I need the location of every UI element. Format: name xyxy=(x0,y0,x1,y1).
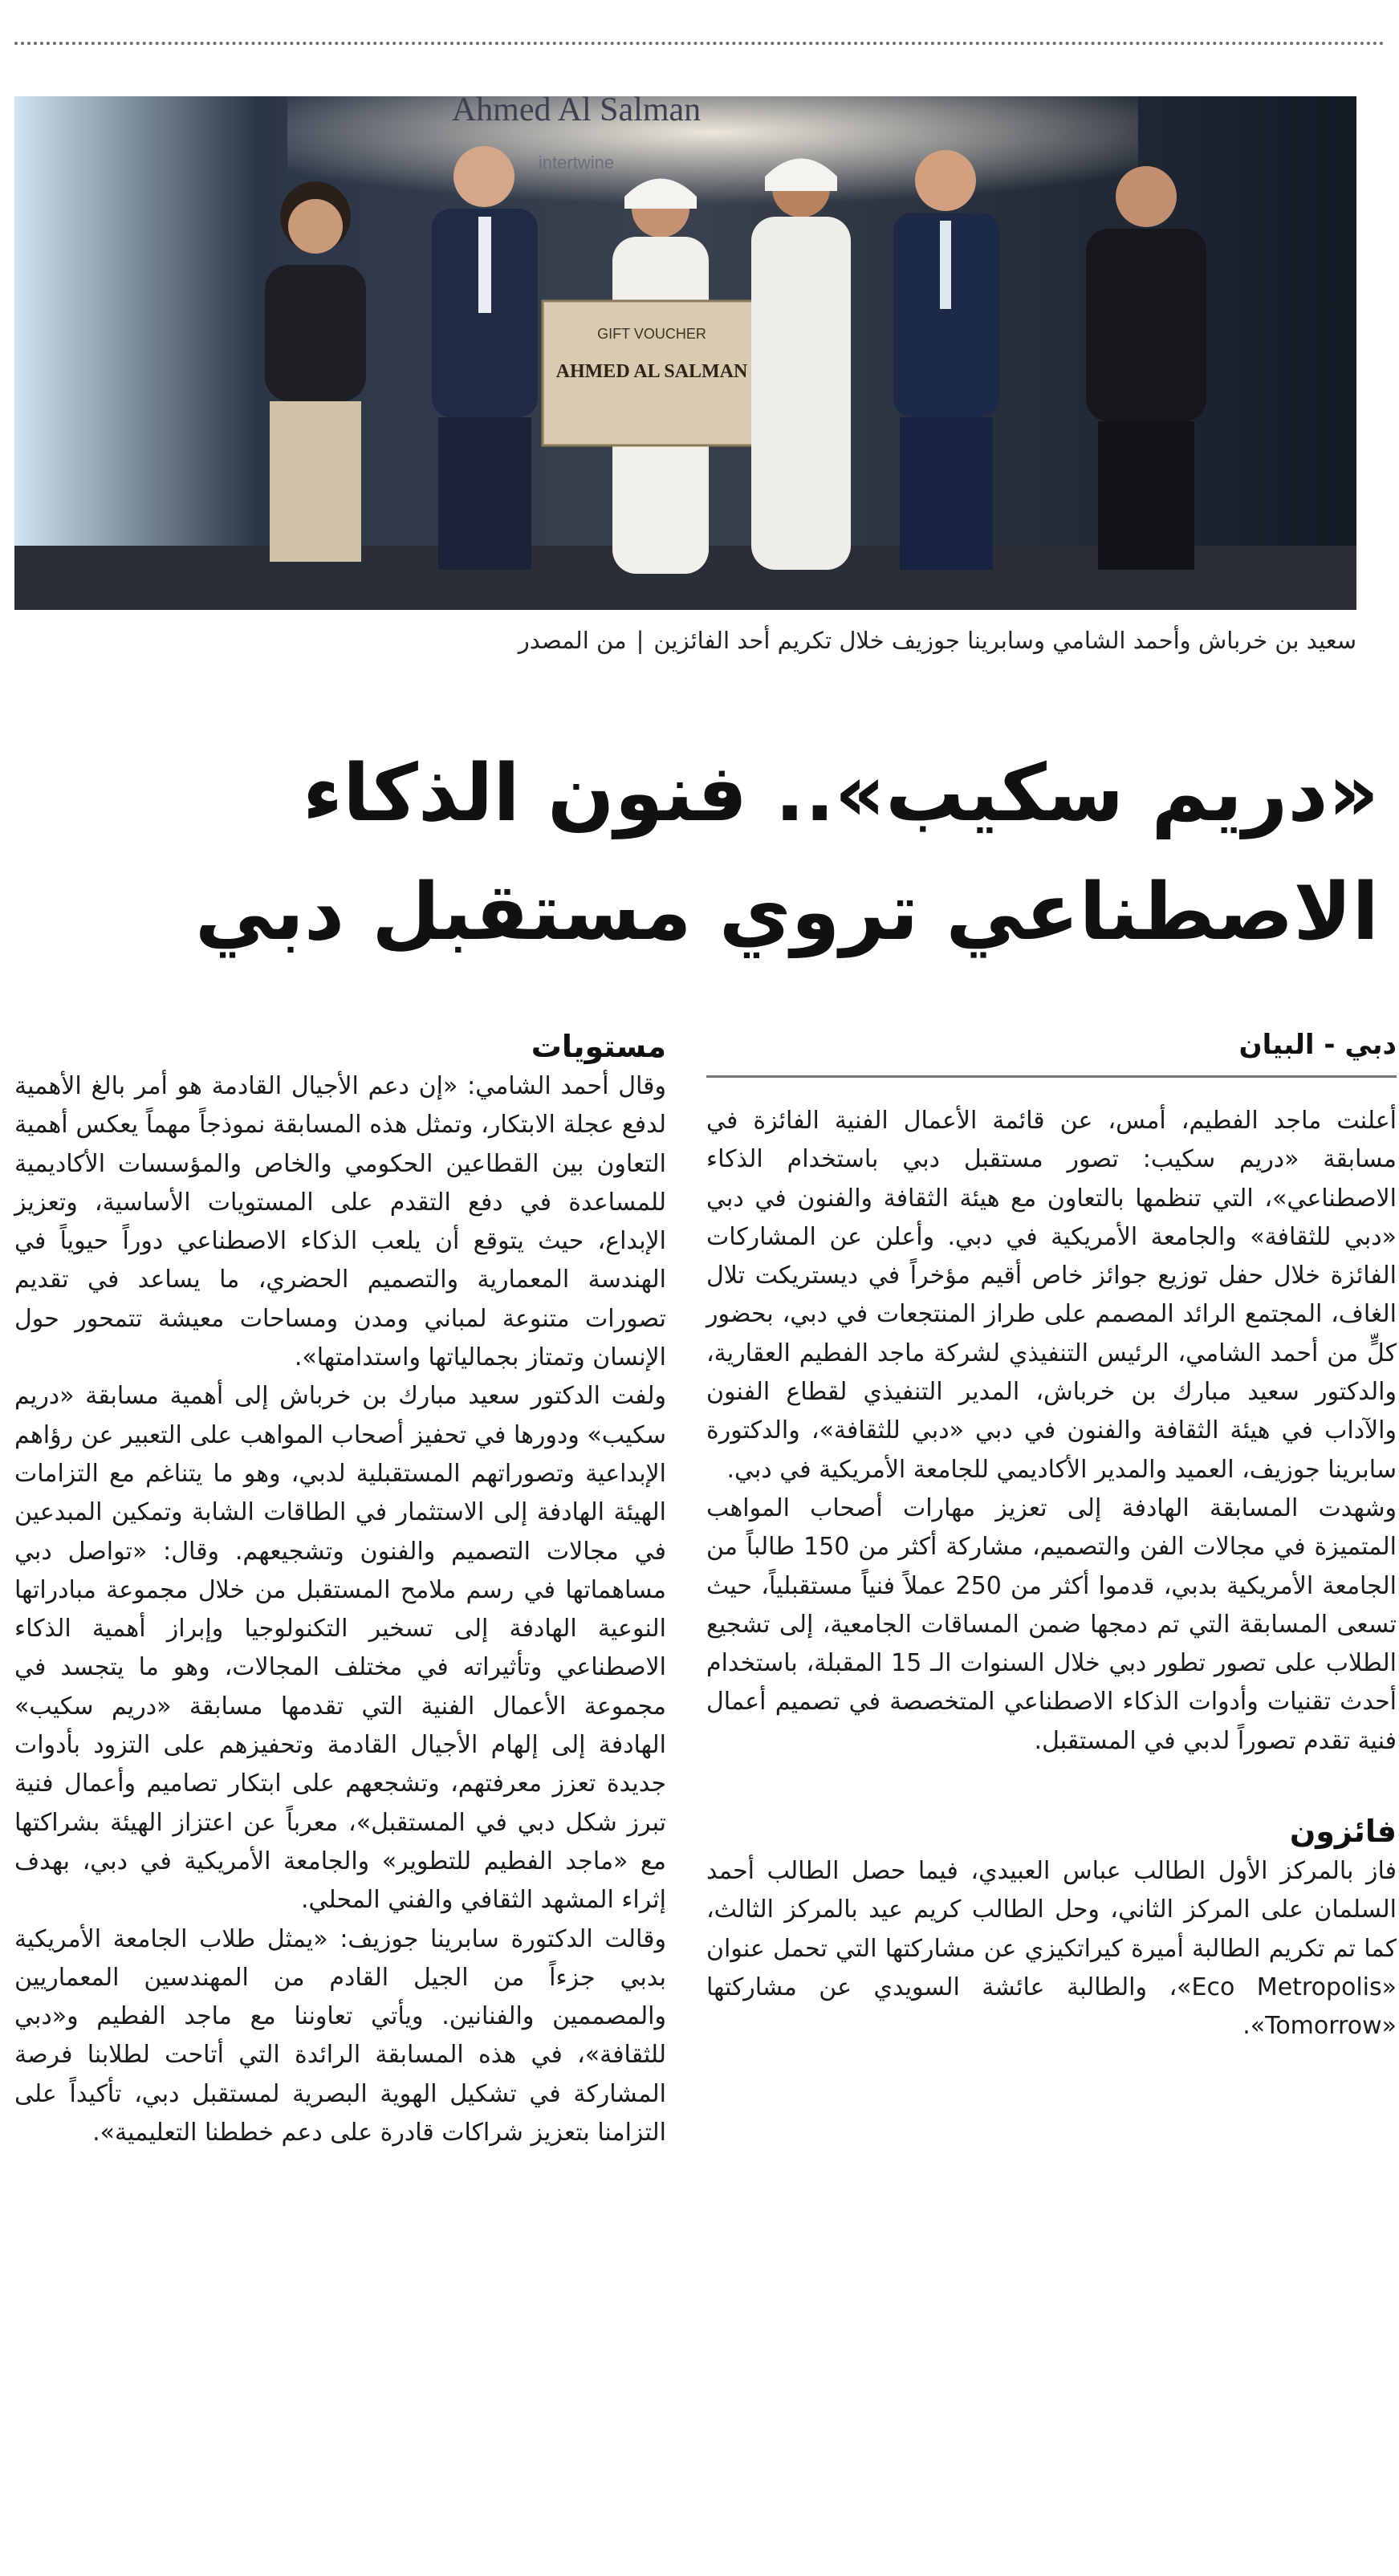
backdrop-text: Ahmed Al Salman xyxy=(451,96,702,128)
body-paragraph: فاز بالمركز الأول الطالب عباس العبيدي، فيما حصل الطالب أحمد السلمان على المركز الثاني، وحل الطالب كريم عيد بالمركز الثالث، كما تم تكريم الطالبة أميرة كيراتكيزي عن مشاركتها التي تحمل عنوان «Eco Metropolis»، والطالبة عائشة السويدي عن مشاركتها «Tomorrow». xyxy=(706,1857,1397,2041)
gift-voucher-board xyxy=(543,301,761,445)
article-column-left xyxy=(14,1026,666,2152)
body-paragraph: ولفت الدكتور سعيد مبارك بن خرباش إلى أهمية مسابقة «دريم سكيب» ودورها في تحفيز أصحاب المواهب على التعبير عن رؤاهم الإبداعية وتصوراتهم المستقبلية لدبي، وهو ما يتناغم مع التزامات الهيئة الهادفة إلى الاستثمار في الطاقات الشابة وتمكين المبدعين في مجالات التصميم والفنون وتشجيعهم. وقال: «تواصل دبي مساهماتها في رسم ملامح المستقبل من خلال مجموعة مبادراتها النوعية الهادفة إلى تسخير التكنولوجيا وإبراز أهمية الذكاء الاصطناعي وتأثيراته في مختلف المجالات، وهو ما يتجسد في مجموعة الأعمال الفنية التي تقدمها مسابقة «دريم سكيب» الهادفة إلى إلهام الأجيال القادمة وتحفيزهم على التزود بأدوات جديدة تعزز معرفتهم، وتشجعهم على ابتكار تصاميم وأعمال فنية تبرز شكل دبي في المستقبل»، معرباً عن اعتزاز الهيئة بشراكتها مع «ماجد الفطيم للتطوير» والجامعة الأمريكية في دبي، بهدف إثراء المشهد الثقافي والفني المحلي. xyxy=(14,1382,666,1915)
byline: دبي - البيان xyxy=(1238,1029,1397,1061)
byline-rule xyxy=(706,1075,1397,1078)
body-paragraph: أعلنت ماجد الفطيم، أمس، عن قائمة الأعمال الفنية الفائزة في مسابقة «دريم سكيب: تصور مستقبل دبي باستخدام الذكاء الاصطناعي»، التي تنظمها بالتعاون مع هيئة الثقافة والفنون في دبي «دبي للثقافة» والجامعة الأمريكية في دبي. وأعلن عن المشاركات الفائزة خلال حفل توزيع جوائز خاص أقيم مؤخراً في ديستريكت تلال الغاف، المجتمع الرائد المصمم على طراز المنتجعات في دبي، بحضور كلٍّ من أحمد الشامي، الرئيس التنفيذي لشركة ماجد الفطيم العقارية، والدكتور سعيد مبارك بن خرباش، المدير التنفيذي لقطاع الفنون والآداب في هيئة الثقافة والفنون في دبي «دبي للثقافة»، والدكتورة سابرينا جوزيف، العميد والمدير الأكاديمي للجامعة الأمريكية في دبي. xyxy=(706,1107,1397,1484)
voucher-title: GIFT VOUCHER xyxy=(597,326,706,342)
award-ceremony-photo xyxy=(14,96,1356,610)
article-column-right xyxy=(706,1026,1397,2046)
backdrop-subtext: intertwine xyxy=(538,152,615,173)
person-kandura-man xyxy=(751,159,851,571)
caption-separator: | xyxy=(636,627,645,654)
article-headline xyxy=(14,734,1379,972)
photo-caption xyxy=(14,624,1356,656)
body-paragraph: وقال أحمد الشامي: «إن دعم الأجيال القادمة هو أمر بالغ الأهمية لدفع عجلة الابتكار، وتمثل هذه المسابقة نموذجاً مهماً يعكس أهمية التعاون بين القطاعين الحكومي والخاص والمؤسسات الأكاديمية للمساعدة في دفع التقدم على المستويات الأساسية، وتعزيز الإبداع، حيث يتوقع أن يلعب الذكاء الاصطناعي دوراً حيوياً في الهندسة المعمارية والتصميم الحضري، ما يساعد في تقديم تصورات متنوعة لمباني ومدن ومساحات معيشة تتمحور حول الإنسان وتمتاز بجمالياتها واستدامتها». xyxy=(14,1072,666,1372)
headline-line-1: «دريم سكيب».. فنون الذكاء xyxy=(302,748,1379,839)
top-dotted-rule xyxy=(14,42,1385,45)
subheading-winners: فائزون xyxy=(1289,1814,1397,1850)
subheading-levels: مستويات xyxy=(531,1029,666,1064)
voucher-name: AHMED AL SALMAN xyxy=(555,361,748,382)
body-paragraph: وشهدت المسابقة الهادفة إلى تعزيز مهارات أصحاب المواهب المتميزة في مجالات الفن والتصميم، مشاركة أكثر من 150 طالباً من الجامعة الأمريكية بدبي، قدموا أكثر من 250 عملاً فنياً مستقبلياً، حيث تسعى المسابقة التي تم دمجها ضمن المساقات الجامعية، إلى تشجيع الطلاب على تصور تطور دبي خلال السنوات الـ 15 المقبلة، باستخدام أحدث تقنيات وأدوات الذكاء الاصطناعي المتخصصة في تصميم أعمال فنية تقدم تصوراً لدبي في المستقبل. xyxy=(706,1493,1397,1755)
body-paragraph: وقالت الدكتورة سابرينا جوزيف: «يمثل طلاب الجامعة الأمريكية بدبي جزءاً من الجيل القادم من المهندسين المعماريين والمصممين والفنانين. ويأتي تعاوننا مع ماجد الفطيم و«دبي للثقافة»، في هذه المسابقة الرائدة التي أتاحت لطلابنا فرصة المشاركة في تشكيل الهوية البصرية لمستقبل دبي، تأكيداً على التزامنا بتعزيز شراكات قادرة على دعم خططنا التعليمية». xyxy=(14,1924,666,2147)
caption-credit: من المصدر xyxy=(518,627,627,654)
caption-text: سعيد بن خرباش وأحمد الشامي وسابرينا جوزيف خلال تكريم أحد الفائزين xyxy=(653,627,1356,654)
headline-line-2: الاصطناعي تروي مستقبل دبي xyxy=(194,867,1379,958)
person-man-suit-right xyxy=(893,150,999,570)
person-man-suit-left xyxy=(432,146,538,570)
